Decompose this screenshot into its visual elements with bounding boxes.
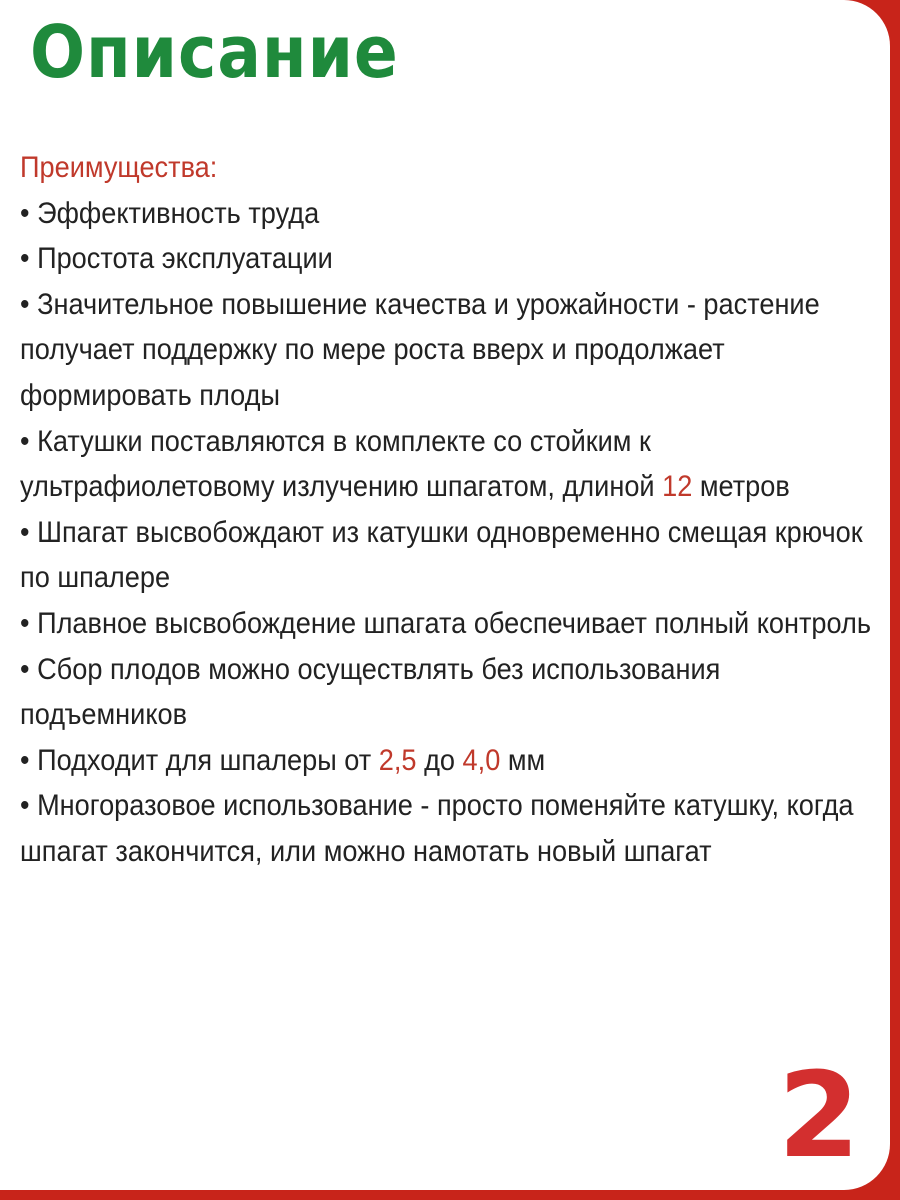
list-item: [20, 282, 889, 419]
advantages-heading: Преимущества:: [20, 151, 218, 184]
twine-length-value: 12: [662, 470, 693, 504]
page-number: 2: [777, 1046, 860, 1184]
bullet: •: [20, 424, 30, 458]
list-item: [20, 601, 889, 647]
list-item-text: Шпагат высвобождают из катушки одновременно смещая крючок по шпалере: [20, 515, 863, 595]
bullet: •: [20, 606, 30, 640]
bullet: •: [20, 515, 30, 549]
list-item-text: до: [416, 743, 463, 777]
list-item-text: Сбор плодов можно осуществлять без использования подъемников: [20, 652, 721, 732]
bullet: •: [20, 287, 30, 321]
bullet: •: [20, 242, 30, 276]
list-item: [20, 236, 889, 282]
bullet: •: [20, 789, 30, 823]
list-item: [20, 647, 889, 738]
trellis-min-value: 2,5: [378, 743, 417, 777]
list-item-text: Значительное повышение качества и урожайности - растение получает поддержку по мере роста вверх и продолжает формировать плоды: [20, 287, 820, 412]
bullet: •: [20, 196, 30, 230]
list-item: [20, 783, 889, 874]
list-item-text: Плавное высвобождение шпагата обеспечивает полный контроль: [37, 606, 872, 640]
list-item-text: Катушки поставляются в комплекте со стойким к ультрафиолетовому излучению шпагатом, длиной: [20, 424, 663, 504]
list-item: [20, 191, 889, 237]
list-item: [20, 738, 889, 784]
bullet: •: [20, 652, 30, 686]
list-item-text: мм: [500, 743, 546, 777]
list-item-text: метров: [692, 470, 790, 504]
list-item-text: Простота эксплуатации: [37, 242, 333, 276]
list-item-text: Многоразовое использование - просто поменяйте катушку, когда шпагат закончится, или можно намотать новый шпагат: [20, 789, 854, 868]
advantages-section: [20, 145, 889, 875]
list-item-text: Подходит для шпалеры от: [37, 743, 379, 777]
list-item: [20, 419, 889, 510]
trellis-max-value: 4,0: [462, 743, 501, 777]
list-item-text: Эффективность труда: [37, 196, 320, 230]
list-item: [20, 510, 889, 601]
bullet: •: [20, 743, 30, 777]
page-title: Описание: [30, 10, 399, 94]
